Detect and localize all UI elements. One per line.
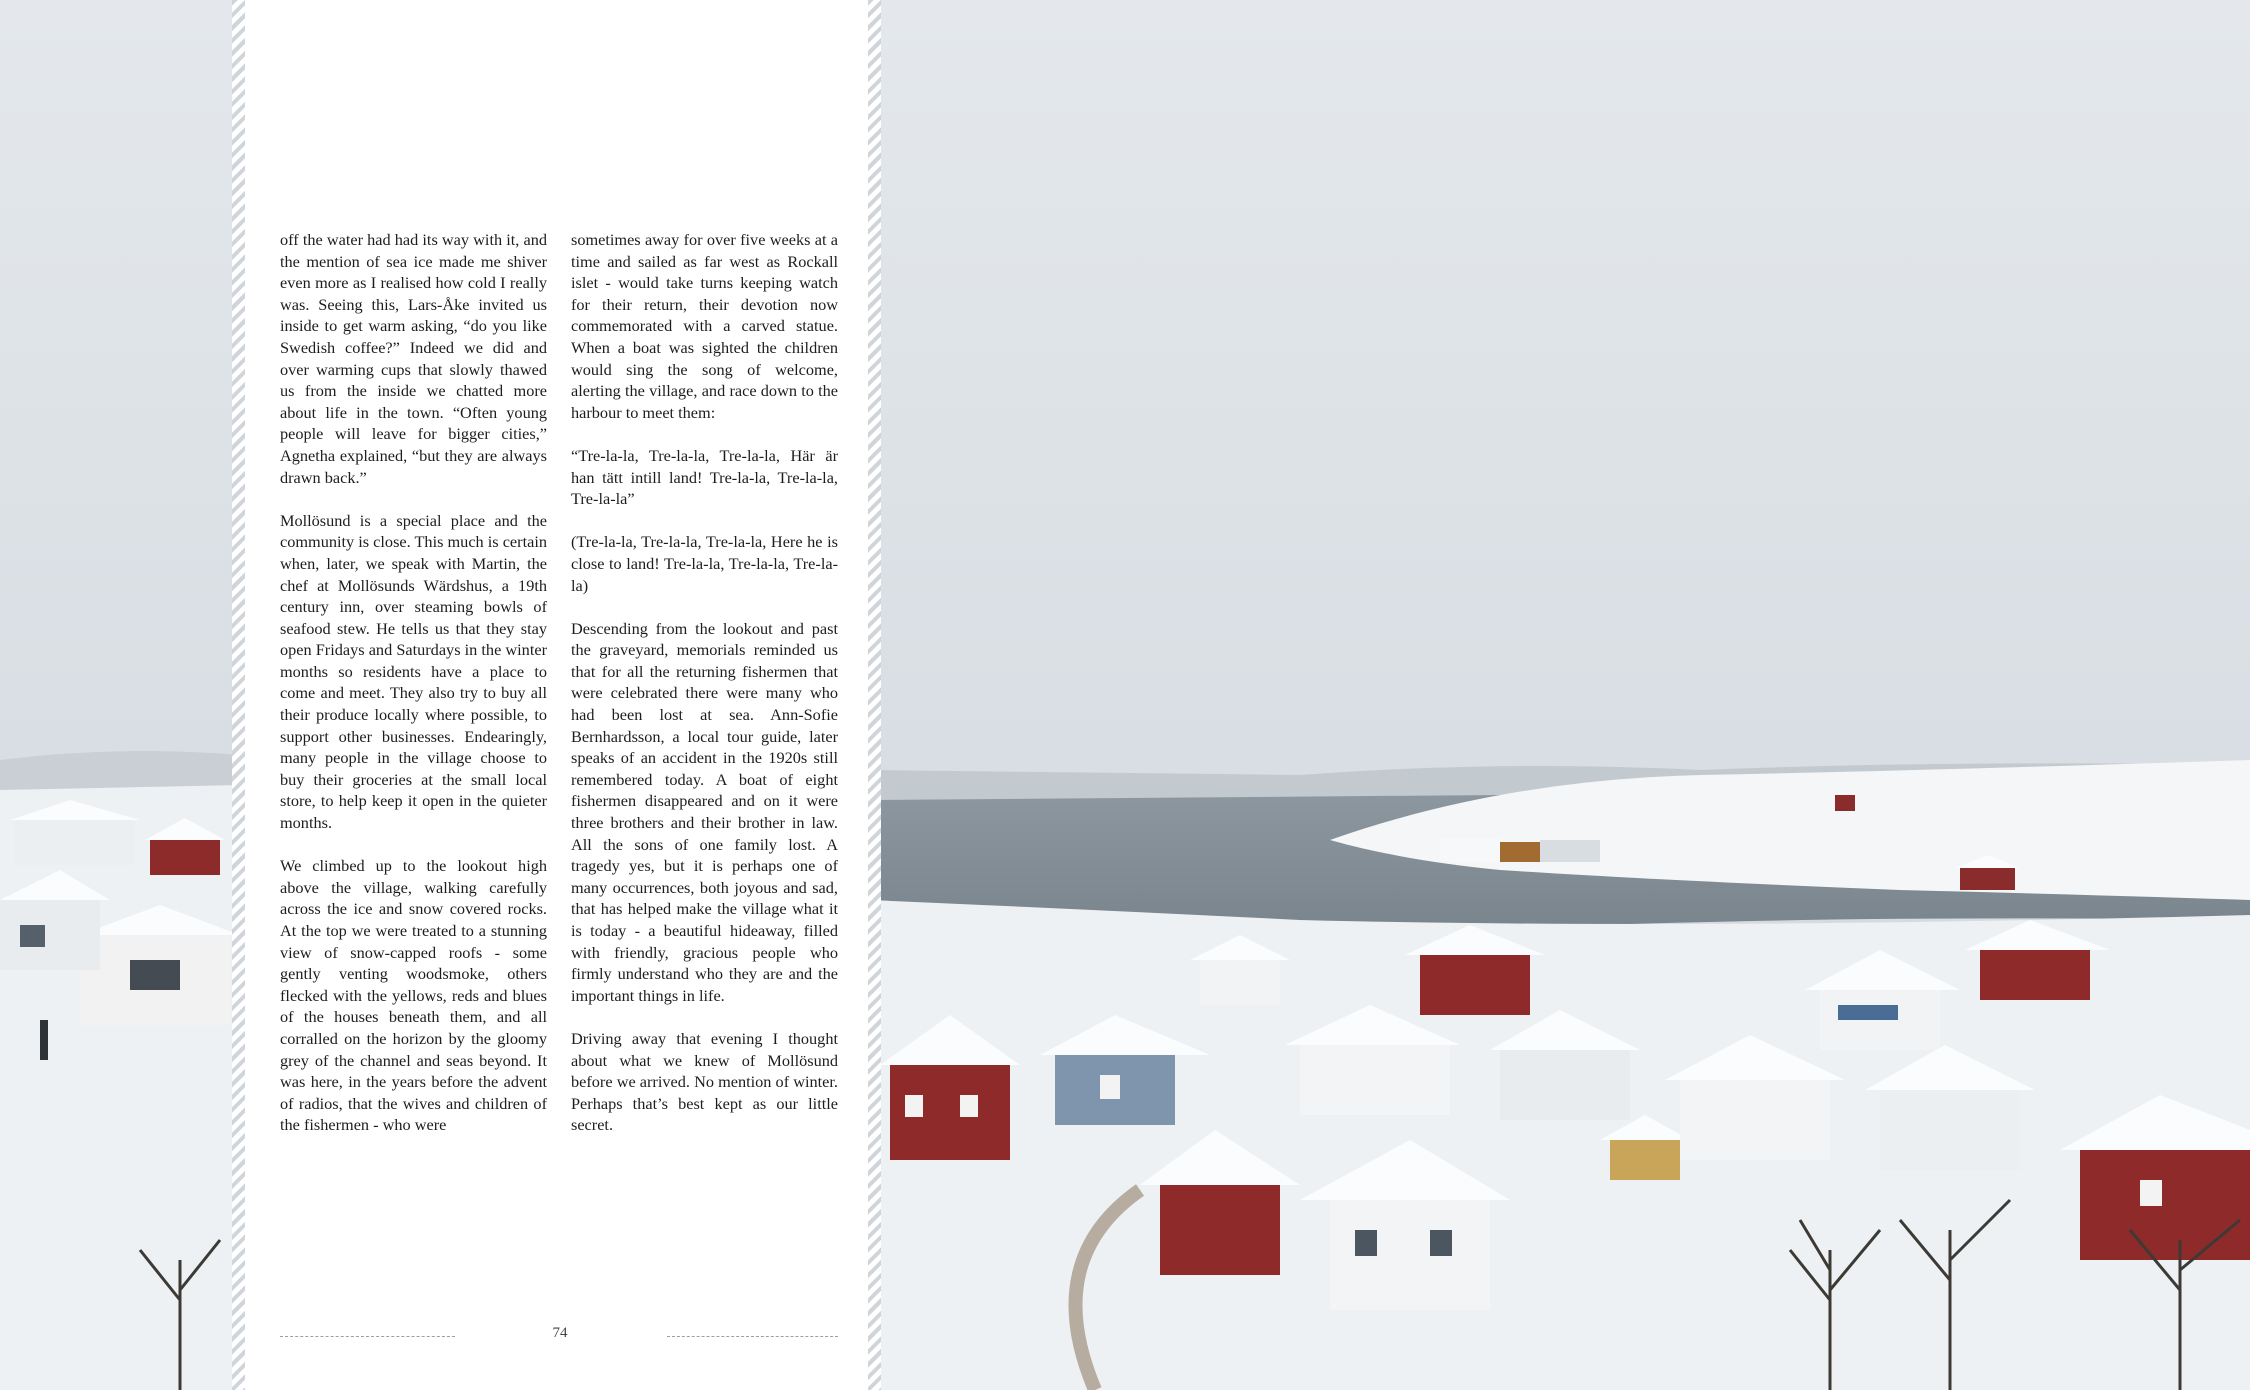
page-edge-stripe-right bbox=[868, 0, 881, 1390]
text-column-2 bbox=[571, 229, 838, 1158]
paragraph: We climbed up to the lookout high above the village, walking carefully across the ice and snow covered rocks. At the top we were treated to a stunning view of snow-capped roofs - some gently venting woodsmoke, others flecked with the yellows, reds and blues of the houses beneath them, and all corralled on the horizon by the gloomy grey of the channel and seas beyond. It was here, in the years before the advent of radios, that the wives and children of the fishermen - who were bbox=[280, 856, 547, 1135]
footer-rule-left bbox=[280, 1336, 455, 1337]
paragraph: “Tre-la-la, Tre-la-la, Tre-la-la, Här är han tätt intill land! Tre-la-la, Tre-la-la, Tre-la-la” bbox=[571, 445, 838, 509]
village-left bbox=[0, 785, 240, 1390]
paragraph: Descending from the lookout and past the graveyard, memorials reminded us that for all the returning fishermen that were celebrated there were many who had been lost at sea. Ann-Sofie Bernhardsson, a local tour guide, later speaks of an accident in the 1920s still remembered today. A boat of eight fishermen disappeared and on it were three brothers and their brother in law. All the sons of one family lost. A tragedy yes, but it is perhaps one of many occurrences, both joyous and sad, that has helped make the village what it is today - a beautiful hideaway, filled with friendly, gracious people who firmly understand who they are and the important things in life. bbox=[571, 618, 838, 1005]
paragraph: (Tre-la-la, Tre-la-la, Tre-la-la, Here he is close to land! Tre-la-la, Tre-la-la, Tre-la-la) bbox=[571, 532, 838, 595]
page-edge-stripe-left bbox=[232, 0, 245, 1390]
paragraph: Mollösund is a special place and the community is close. This much is certain when, later, we speak with Martin, the chef at Mollösunds Wärdshus, a 19th century inn, over steaming bowls of seafood stew. He tells us that they stay open Fridays and Saturdays in the winter months so residents have a place to come and meet. They also try to buy all their produce locally where possible, to support other businesses. Endearingly, many people in the village choose to buy their groceries at the small local store, to help keep it open in the quieter months. bbox=[280, 510, 547, 833]
far-hill-left bbox=[0, 751, 240, 790]
text-column-1 bbox=[280, 229, 547, 1158]
page-number: 74 bbox=[552, 1325, 568, 1341]
paragraph: off the water had had its way with it, and the mention of sea ice made me shiver even more as I realised how cold I really was. Seeing this, Lars-Åke invited us inside to get warm asking, “do you like Swedish coffee?” Indeed we did and over warming cups that slowly thawed us from the inside we chatted more about life in the town. “Often young people will leave for bigger cities,” Agnetha explained, “but they are always drawn back.” bbox=[280, 230, 547, 487]
paragraph: sometimes away for over five weeks at a time and sailed as far west as Rockall islet - would take turns keeping watch for their return, their devotion now commemorated with a carved statue. When a boat was sighted the children would sing the song of welcome, alerting the village, and race down to the harbour to meet them: bbox=[571, 230, 838, 422]
footer-rule-right bbox=[667, 1336, 838, 1337]
paragraph: Driving away that evening I thought about what we knew of Mollösund before we arrived. No mention of winter. Perhaps that’s best kept as our little secret. bbox=[571, 1028, 838, 1135]
